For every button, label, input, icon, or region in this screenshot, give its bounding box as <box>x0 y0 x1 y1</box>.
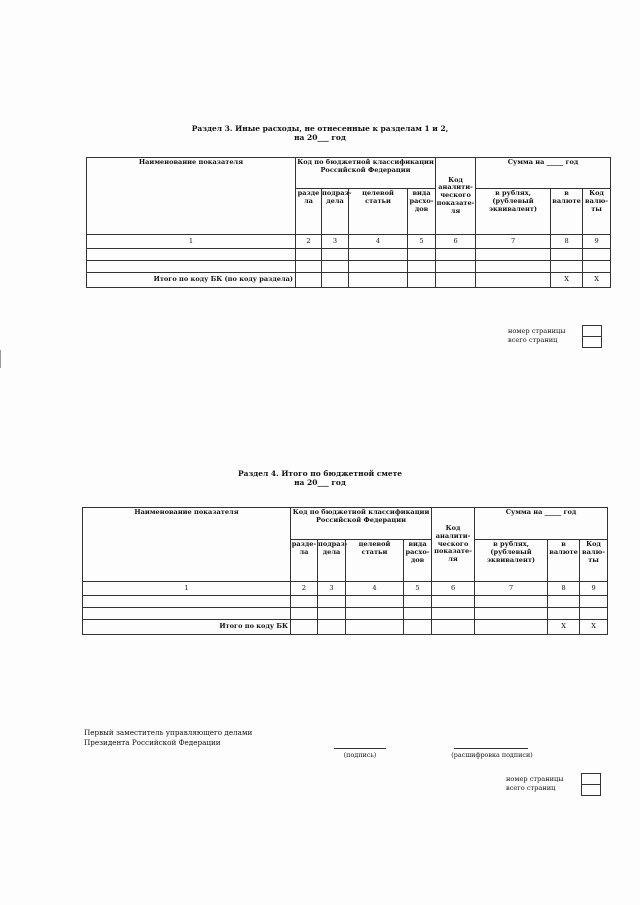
col-number: 5 <box>404 582 432 596</box>
col-number: 8 <box>551 235 583 249</box>
total-row <box>87 273 611 288</box>
total-mark: X <box>580 620 608 635</box>
header-section: разде-ла <box>291 540 318 582</box>
header-target-item: целевой статьи <box>346 540 404 582</box>
header-currency: в валюте <box>548 540 580 582</box>
header-expense-type: вида расхо-дов <box>404 540 432 582</box>
total-pages-box[interactable] <box>582 336 602 348</box>
table-row <box>87 261 611 273</box>
section3-table <box>86 157 611 288</box>
total-label: Итого по коду БК <box>83 620 291 635</box>
col-number: 8 <box>548 582 580 596</box>
page-number-label: номер страницы <box>506 775 564 783</box>
section3-title-line1: Раздел 3. Иные расходы, не отнесенные к разделам 1 и 2, <box>191 124 449 133</box>
header-sum: Сумма на _____ год <box>476 158 611 189</box>
total-mark: X <box>548 620 580 635</box>
col-number: 1 <box>87 235 296 249</box>
header-subsection: подраз-дела <box>322 189 349 235</box>
table-row <box>83 608 608 620</box>
header-rubles: в рублях, (рублевый эквивалент) <box>475 540 548 582</box>
column-number-row <box>83 582 608 596</box>
header-expense-type: вида расхо-дов <box>408 189 436 235</box>
col-number: 9 <box>580 582 608 596</box>
page-edge-mark <box>0 350 1 368</box>
table-row <box>83 596 608 608</box>
header-analytic-code: Код аналити-ческого показате-ля <box>436 158 476 235</box>
col-number: 3 <box>318 582 346 596</box>
page-box-2-labels <box>506 775 578 793</box>
col-number: 1 <box>83 582 291 596</box>
section4-title <box>200 469 440 487</box>
col-number: 6 <box>432 582 475 596</box>
col-number: 6 <box>436 235 476 249</box>
col-number: 7 <box>476 235 551 249</box>
header-subsection: подраз-дела <box>318 540 346 582</box>
signatory-line2: Президента Российской Федерации <box>84 737 221 747</box>
signatory-position <box>84 728 344 747</box>
decoding-caption: (расшифровка подписи) <box>451 751 533 759</box>
header-bk-code: Код по бюджетной классификации Российской Федерации <box>291 508 432 540</box>
page-box-1-labels <box>508 327 578 345</box>
signature-caption: (подпись) <box>343 751 377 759</box>
decoding-line[interactable] <box>454 748 528 749</box>
signature-line[interactable] <box>334 748 386 749</box>
col-number: 2 <box>291 582 318 596</box>
section4-title-line1: Раздел 4. Итого по бюджетной смете <box>237 469 403 478</box>
header-analytic-code: Код аналити-ческого показате-ля <box>432 508 475 582</box>
section3-title <box>180 124 460 142</box>
section3-title-line2: на 20___ год <box>294 133 346 142</box>
header-currency-code: Код валю-ты <box>583 189 611 235</box>
section4-title-line2: на 20___ год <box>294 478 346 487</box>
col-number: 4 <box>349 235 408 249</box>
header-bk-code: Код по бюджетной классификации Российской Федерации <box>296 158 436 189</box>
col-number: 7 <box>475 582 548 596</box>
column-number-row <box>87 235 611 249</box>
header-sum: Сумма на _____ год <box>475 508 608 540</box>
total-row <box>83 620 608 635</box>
header-currency: в валюте <box>551 189 583 235</box>
total-pages-box[interactable] <box>581 784 601 796</box>
total-pages-label: всего страниц <box>508 336 558 344</box>
col-number: 5 <box>408 235 436 249</box>
total-label: Итого по коду БК (по коду раздела) <box>87 273 296 288</box>
header-rubles: в рублях, (рублевый эквивалент) <box>476 189 551 235</box>
header-target-item: целевой статьи <box>349 189 408 235</box>
page-number-label: номер страницы <box>508 327 566 335</box>
col-number: 9 <box>583 235 611 249</box>
header-indicator-name: Наименование показателя <box>83 508 291 582</box>
header-indicator-name: Наименование показателя <box>87 158 296 235</box>
col-number: 3 <box>322 235 349 249</box>
col-number: 4 <box>346 582 404 596</box>
header-currency-code: Код валю-ты <box>580 540 608 582</box>
section4-table <box>82 507 608 635</box>
table-row <box>87 249 611 261</box>
total-mark: X <box>583 273 611 288</box>
total-pages-label: всего страниц <box>506 784 556 792</box>
col-number: 2 <box>296 235 322 249</box>
header-section: разде ла <box>296 189 322 235</box>
signatory-line1: Первый заместитель управляющего делами <box>84 728 253 737</box>
total-mark: X <box>551 273 583 288</box>
